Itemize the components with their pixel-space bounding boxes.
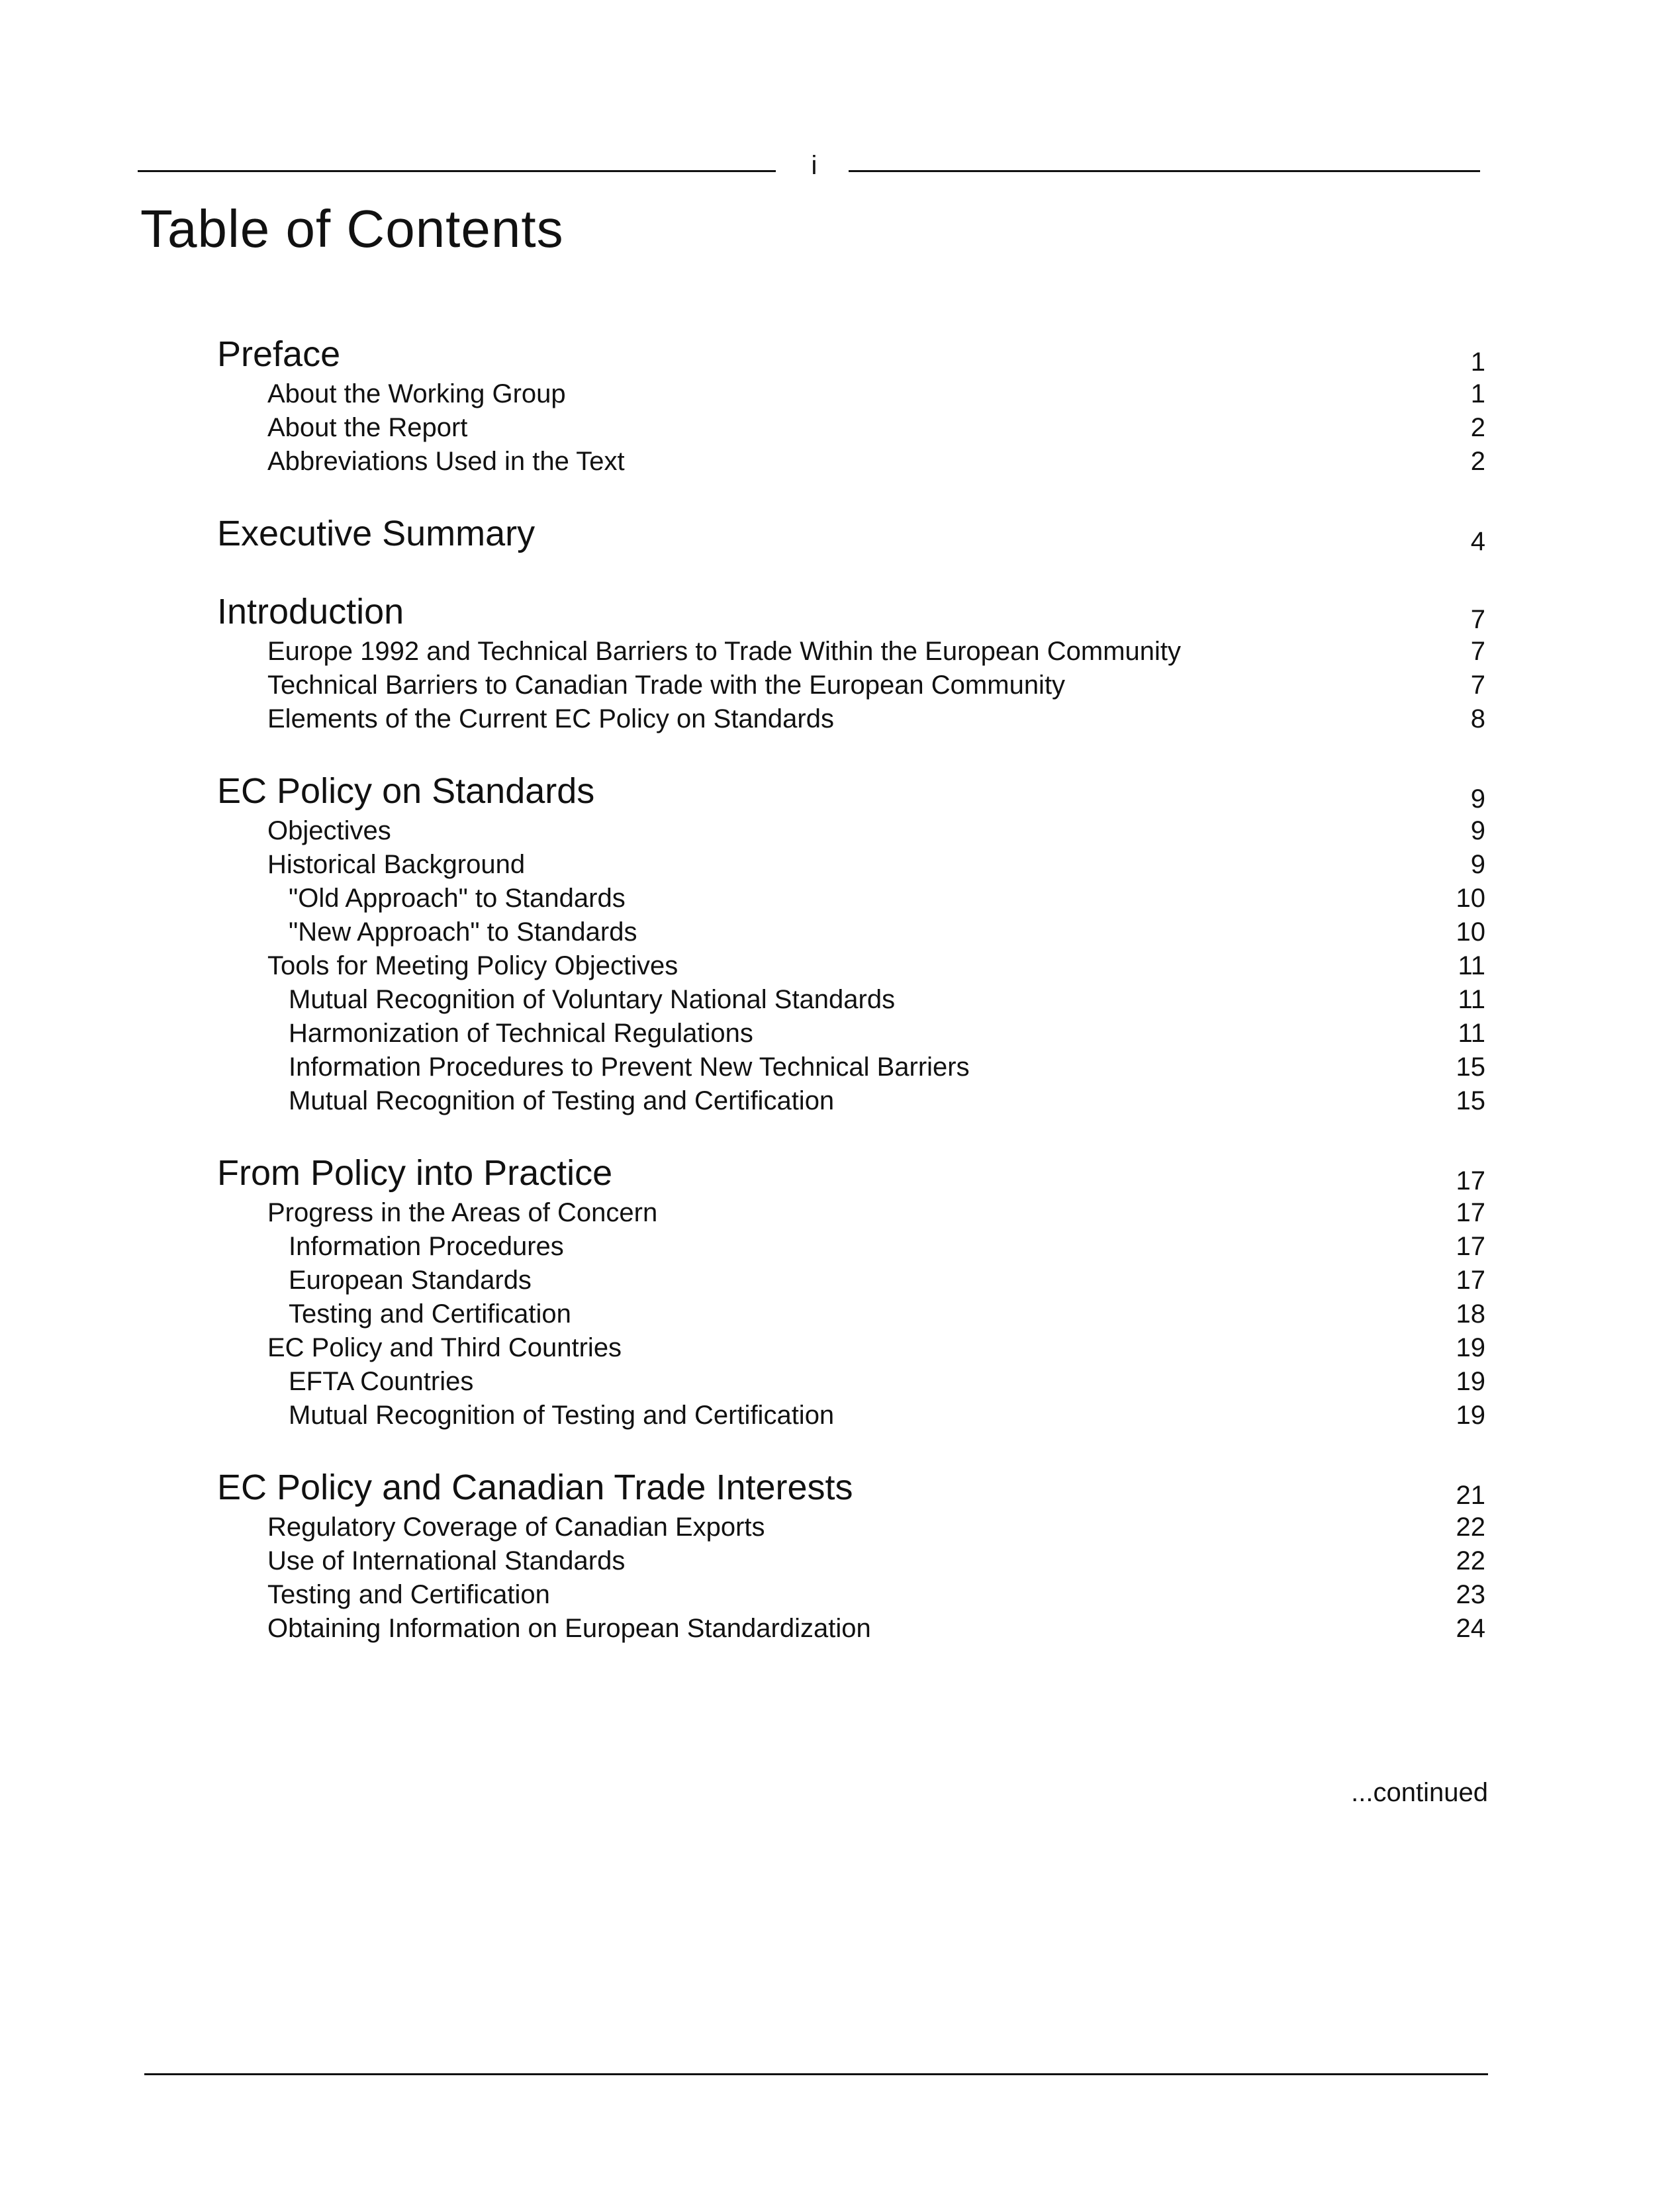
toc-section-heading[interactable] xyxy=(217,331,1485,377)
section-title: Introduction xyxy=(217,592,404,632)
entry-title: Use of International Standards xyxy=(267,1546,626,1575)
section-title: EC Policy and Canadian Trade Interests xyxy=(217,1468,853,1507)
toc-entry[interactable] xyxy=(217,1612,1485,1646)
toc-entry[interactable] xyxy=(217,1511,1485,1544)
toc-section xyxy=(217,588,1485,736)
section-title: Preface xyxy=(217,334,341,374)
entry-title: Historical Background xyxy=(267,850,526,879)
entry-title: Obtaining Information on European Standardization xyxy=(267,1614,871,1643)
entry-page-number: 24 xyxy=(1456,1614,1485,1643)
entry-title: Mutual Recognition of Testing and Certification xyxy=(289,1086,835,1115)
toc-entry[interactable] xyxy=(217,635,1485,669)
entry-page-number: 22 xyxy=(1456,1513,1485,1542)
section-page-number: 21 xyxy=(1456,1481,1485,1510)
toc-entry[interactable] xyxy=(217,377,1485,411)
toc-subentry[interactable] xyxy=(217,1297,1485,1331)
toc-subentry[interactable] xyxy=(217,915,1485,949)
entry-page-number: 2 xyxy=(1470,447,1485,476)
entry-title: Technical Barriers to Canadian Trade with the European Community xyxy=(267,671,1066,700)
toc-entry[interactable] xyxy=(217,848,1485,882)
entry-page-number: 23 xyxy=(1456,1580,1485,1609)
entry-title: Elements of the Current EC Policy on Standards xyxy=(267,704,834,733)
entry-page-number: 18 xyxy=(1456,1299,1485,1329)
toc-entry[interactable] xyxy=(217,1578,1485,1612)
section-page-number: 4 xyxy=(1470,527,1485,556)
entry-title: About the Report xyxy=(267,413,468,442)
entry-title: Regulatory Coverage of Canadian Exports xyxy=(267,1513,765,1542)
toc-entry[interactable] xyxy=(217,445,1485,479)
toc-section xyxy=(217,1150,1485,1432)
entry-page-number: 22 xyxy=(1456,1546,1485,1575)
toc-subentry[interactable] xyxy=(217,1365,1485,1399)
entry-title: EC Policy and Third Countries xyxy=(267,1333,622,1362)
section-page-number: 9 xyxy=(1470,784,1485,814)
toc-entry[interactable] xyxy=(217,949,1485,983)
entry-page-number: 15 xyxy=(1456,1086,1485,1115)
entry-title: EFTA Countries xyxy=(289,1367,474,1396)
toc-section xyxy=(217,1464,1485,1646)
toc-subentry[interactable] xyxy=(217,1017,1485,1051)
section-title: EC Policy on Standards xyxy=(217,771,595,811)
toc-entry[interactable] xyxy=(217,814,1485,848)
toc-subentry[interactable] xyxy=(217,1084,1485,1118)
entry-page-number: 9 xyxy=(1470,816,1485,845)
entry-title: Tools for Meeting Policy Objectives xyxy=(267,951,678,980)
table-of-contents xyxy=(217,331,1485,1677)
entry-page-number: 8 xyxy=(1470,704,1485,733)
section-page-number: 7 xyxy=(1470,605,1485,634)
entry-page-number: 7 xyxy=(1470,671,1485,700)
entry-page-number: 19 xyxy=(1456,1333,1485,1362)
toc-entry[interactable] xyxy=(217,1196,1485,1230)
entry-title: About the Working Group xyxy=(267,379,566,408)
entry-page-number: 19 xyxy=(1456,1367,1485,1396)
entry-page-number: 2 xyxy=(1470,413,1485,442)
entry-page-number: 11 xyxy=(1458,951,1485,980)
toc-section-heading[interactable] xyxy=(217,1464,1485,1511)
entry-page-number: 10 xyxy=(1456,917,1485,947)
entry-page-number: 11 xyxy=(1458,985,1485,1014)
header-rule-right xyxy=(849,170,1480,172)
entry-title: Mutual Recognition of Testing and Certification xyxy=(289,1401,835,1430)
page-number: i xyxy=(811,151,817,180)
toc-entry[interactable] xyxy=(217,702,1485,736)
entry-title: "Old Approach" to Standards xyxy=(289,884,626,913)
header-rule-left xyxy=(138,170,776,172)
toc-section-heading[interactable] xyxy=(217,768,1485,814)
entry-page-number: 17 xyxy=(1456,1232,1485,1261)
toc-section-heading[interactable] xyxy=(217,1150,1485,1196)
entry-title: Objectives xyxy=(267,816,391,845)
entry-title: Information Procedures to Prevent New Technical Barriers xyxy=(289,1053,970,1082)
toc-subentry[interactable] xyxy=(217,1264,1485,1297)
page-title: Table of Contents xyxy=(140,199,564,258)
footer-rule xyxy=(144,2073,1488,2075)
toc-section-heading[interactable] xyxy=(217,588,1485,635)
section-title: Executive Summary xyxy=(217,514,536,553)
entry-page-number: 7 xyxy=(1470,637,1485,666)
entry-title: Mutual Recognition of Voluntary National Standards xyxy=(289,985,896,1014)
entry-title: Europe 1992 and Technical Barriers to Trade Within the European Community xyxy=(267,637,1182,666)
entry-title: Harmonization of Technical Regulations xyxy=(289,1019,753,1048)
continued-note: ...continued xyxy=(1351,1778,1488,1807)
section-title: From Policy into Practice xyxy=(217,1153,613,1193)
entry-page-number: 15 xyxy=(1456,1053,1485,1082)
toc-subentry[interactable] xyxy=(217,1230,1485,1264)
entry-page-number: 1 xyxy=(1470,379,1485,408)
entry-page-number: 10 xyxy=(1456,884,1485,913)
toc-subentry[interactable] xyxy=(217,983,1485,1017)
toc-entry[interactable] xyxy=(217,1544,1485,1578)
toc-section xyxy=(217,510,1485,557)
toc-section xyxy=(217,331,1485,479)
entry-page-number: 11 xyxy=(1458,1019,1485,1048)
toc-entry[interactable] xyxy=(217,411,1485,445)
entry-title: European Standards xyxy=(289,1266,532,1295)
toc-subentry[interactable] xyxy=(217,1051,1485,1084)
entry-title: Information Procedures xyxy=(289,1232,564,1261)
toc-section-heading[interactable] xyxy=(217,510,1485,557)
toc-entry[interactable] xyxy=(217,669,1485,702)
entry-title: Testing and Certification xyxy=(289,1299,571,1329)
entry-page-number: 19 xyxy=(1456,1401,1485,1430)
toc-section xyxy=(217,768,1485,1118)
entry-title: Progress in the Areas of Concern xyxy=(267,1198,658,1227)
entry-title: Abbreviations Used in the Text xyxy=(267,447,625,476)
toc-subentry[interactable] xyxy=(217,882,1485,915)
section-page-number: 17 xyxy=(1456,1166,1485,1195)
section-page-number: 1 xyxy=(1470,348,1485,377)
entry-page-number: 17 xyxy=(1456,1266,1485,1295)
toc-entry[interactable] xyxy=(217,1331,1485,1365)
entry-page-number: 17 xyxy=(1456,1198,1485,1227)
toc-subentry[interactable] xyxy=(217,1399,1485,1432)
entry-page-number: 9 xyxy=(1470,850,1485,879)
entry-title: Testing and Certification xyxy=(267,1580,550,1609)
entry-title: "New Approach" to Standards xyxy=(289,917,637,947)
